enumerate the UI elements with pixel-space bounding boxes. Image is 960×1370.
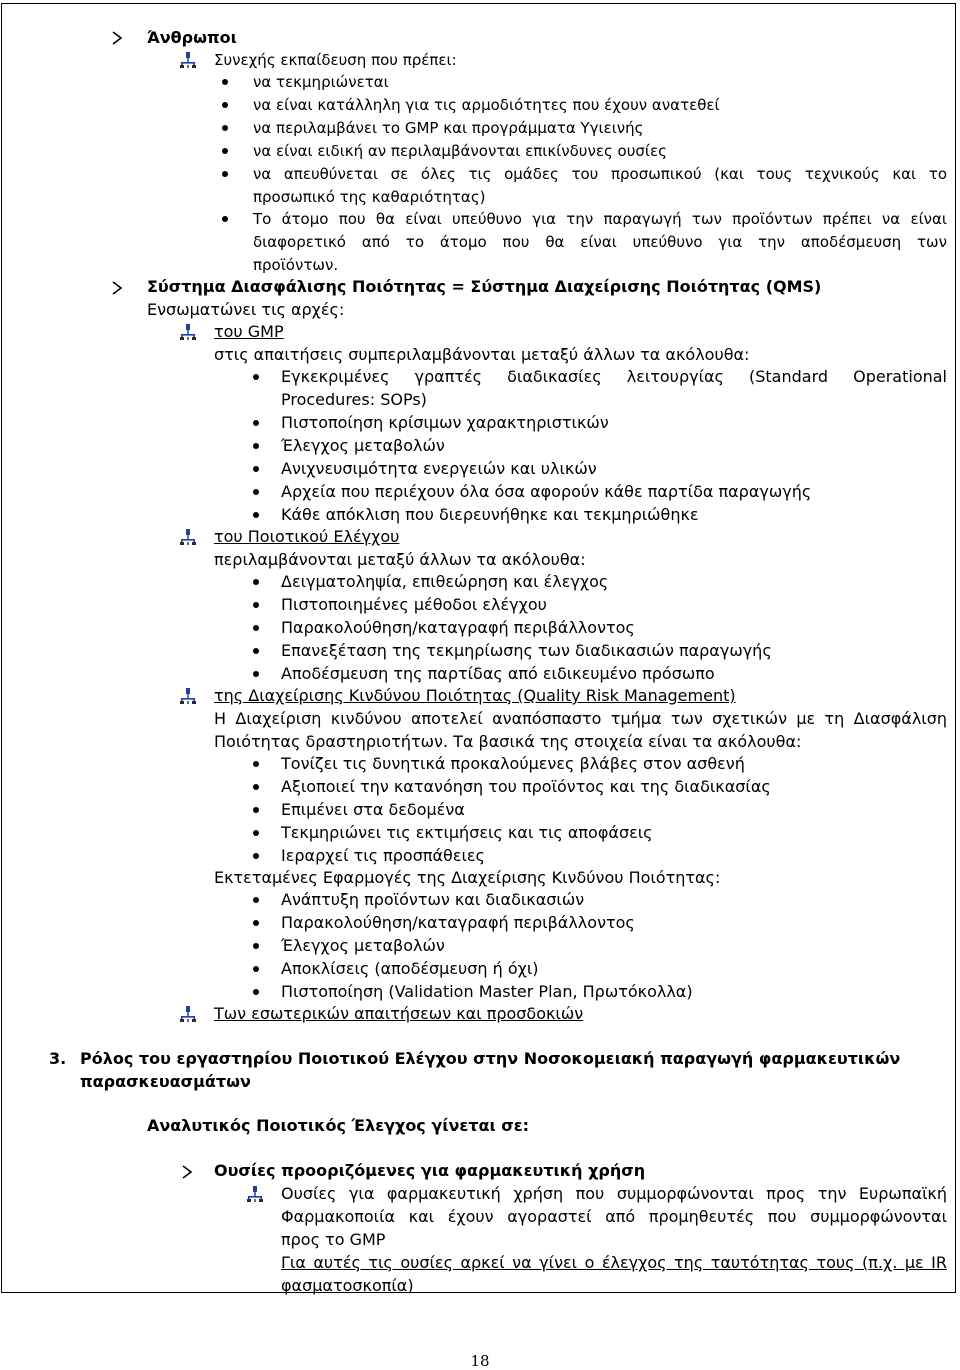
list-item: Πιστοποιημένες μέθοδοι ελέγχου bbox=[281, 595, 547, 614]
bullet-dot-icon bbox=[222, 171, 228, 177]
qrm-applications: Εκτεταμένες Εφαρμογές της Διαχείρισης Κινδύνου Ποιότητας: bbox=[214, 868, 721, 887]
qrm-label: της Διαχείρισης Κινδύνου Ποιότητας (Quality Risk Management) bbox=[214, 686, 736, 705]
list-item: Έλεγχος μεταβολών bbox=[281, 436, 445, 455]
qrm-text: Η Διαχείριση κινδύνου αποτελεί αναπόσπαστο τμήμα των σχετικών με τη Διασφάλιση bbox=[214, 709, 947, 728]
list-item-continued: προϊόντων. bbox=[253, 256, 339, 274]
arrow-bullet-icon bbox=[110, 281, 124, 295]
bullet-dot-icon bbox=[253, 989, 259, 995]
bullet-dot-icon bbox=[253, 830, 259, 836]
bullet-dot-icon bbox=[253, 943, 259, 949]
bullet-dot-icon bbox=[253, 853, 259, 859]
bullet-dot-icon bbox=[253, 897, 259, 903]
people-title: Άνθρωποι bbox=[147, 28, 237, 47]
tree-bullet-icon bbox=[180, 1006, 196, 1022]
qc-label: του Ποιοτικού Ελέγχου bbox=[214, 527, 400, 546]
list-item: Ανιχνευσιμότητα ενεργειών και υλικών bbox=[281, 459, 597, 478]
bullet-dot-icon bbox=[253, 512, 259, 518]
substances-title: Ουσίες προοριζόμενες για φαρμακευτική χρήση bbox=[214, 1161, 646, 1180]
section-number: 3. bbox=[49, 1049, 67, 1068]
substances-note: Για αυτές τις ουσίες αρκεί να γίνει ο έλεγχος της ταυτότητας τους (π.χ. με IR bbox=[281, 1253, 947, 1272]
list-item: Αξιοποιεί την κατανόηση του προϊόντος και της διαδικασίας bbox=[281, 777, 771, 796]
list-item: Παρακολούθηση/καταγραφή περιβάλλοντος bbox=[281, 913, 635, 932]
bullet-dot-icon bbox=[253, 443, 259, 449]
list-item: να απευθύνεται σε όλες τις ομάδες του προσωπικού (και τους τεχνικούς και το bbox=[253, 165, 947, 183]
bullet-dot-icon bbox=[222, 125, 228, 131]
qms-intro: Ενσωματώνει τις αρχές: bbox=[147, 300, 345, 319]
list-item: Τεκμηριώνει τις εκτιμήσεις και τις αποφάσεις bbox=[281, 823, 653, 842]
list-item: να είναι ειδική αν περιλαμβάνονται επικίνδυνες ουσίες bbox=[253, 142, 667, 160]
bullet-dot-icon bbox=[253, 648, 259, 654]
list-item: Αποδέσμευση της παρτίδας από ειδικευμένο πρόσωπο bbox=[281, 664, 715, 683]
list-item: Πιστοποίηση (Validation Master Plan, Πρωτόκολλα) bbox=[281, 982, 693, 1001]
list-item: Δειγματοληψία, επιθεώρηση και έλεγχος bbox=[281, 572, 609, 591]
list-item: Το άτομο που θα είναι υπεύθυνο για την παραγωγή των προϊόντων πρέπει να είναι bbox=[253, 210, 947, 228]
section-title-continued: παρασκευασμάτων bbox=[80, 1072, 251, 1091]
qc-intro: περιλαμβάνονται μεταξύ άλλων τα ακόλουθα: bbox=[214, 550, 586, 569]
list-item: Παρακολούθηση/καταγραφή περιβάλλοντος bbox=[281, 618, 635, 637]
substances-text-continued: Φαρμακοποιία και έχουν αγοραστεί από προμηθευτές που συμμορφώνονται bbox=[281, 1207, 947, 1226]
bullet-dot-icon bbox=[253, 420, 259, 426]
page-number: 18 bbox=[470, 1352, 490, 1370]
gmp-intro: στις απαιτήσεις συμπεριλαμβάνονται μεταξύ άλλων τα ακόλουθα: bbox=[214, 345, 750, 364]
bullet-dot-icon bbox=[253, 966, 259, 972]
bullet-dot-icon bbox=[253, 784, 259, 790]
bullet-dot-icon bbox=[253, 671, 259, 677]
list-item-continued: Procedures: SOPs) bbox=[281, 390, 427, 409]
tree-bullet-icon bbox=[247, 1186, 263, 1202]
substances-text-continued: προς το GMP bbox=[281, 1230, 386, 1249]
substances-note-continued: φασματοσκοπία) bbox=[281, 1276, 414, 1295]
list-item: Ιεραρχεί τις προσπάθειες bbox=[281, 846, 485, 865]
bullet-dot-icon bbox=[222, 148, 228, 154]
training-label: Συνεχής εκπαίδευση που πρέπει: bbox=[214, 51, 457, 69]
tree-bullet-icon bbox=[180, 688, 196, 704]
list-item: να είναι κατάλληλη για τις αρμοδιότητες που έχουν ανατεθεί bbox=[253, 96, 720, 114]
list-item: Εγκεκριμένες γραπτές διαδικασίες λειτουργίας (Standard Operational bbox=[281, 367, 947, 386]
internal-label: Των εσωτερικών απαιτήσεων και προσδοκιών bbox=[214, 1004, 584, 1023]
bullet-dot-icon bbox=[253, 625, 259, 631]
qrm-text-continued: Ποιότητας δραστηριοτήτων. Τα βασικά της στοιχεία είναι τα ακόλουθα: bbox=[214, 732, 802, 751]
list-item: Τονίζει τις δυνητικά προκαλούμενες βλάβες στον ασθενή bbox=[281, 754, 745, 773]
bullet-dot-icon bbox=[253, 374, 259, 380]
list-item: Αποκλίσεις (αποδέσμευση ή όχι) bbox=[281, 959, 539, 978]
gmp-label: του GMP bbox=[214, 322, 284, 341]
list-item: να τεκμηριώνεται bbox=[253, 73, 389, 91]
list-item-continued: διαφορετικό από το άτομο που θα είναι υπεύθυνο για την αποδέσμευση των bbox=[253, 233, 947, 251]
list-item: Αρχεία που περιέχουν όλα όσα αφορούν κάθε παρτίδα παραγωγής bbox=[281, 482, 812, 501]
list-item: Επιμένει στα δεδομένα bbox=[281, 800, 465, 819]
arrow-bullet-icon bbox=[180, 1165, 194, 1179]
bullet-dot-icon bbox=[222, 216, 228, 222]
list-item: Επανεξέταση της τεκμηρίωσης των διαδικασιών παραγωγής bbox=[281, 641, 772, 660]
list-item: Ανάπτυξη προϊόντων και διαδικασιών bbox=[281, 890, 585, 909]
bullet-dot-icon bbox=[253, 602, 259, 608]
bullet-dot-icon bbox=[222, 79, 228, 85]
bullet-dot-icon bbox=[253, 489, 259, 495]
bullet-dot-icon bbox=[253, 920, 259, 926]
list-item-continued: προσωπικό της καθαριότητας) bbox=[253, 188, 486, 206]
list-item: Έλεγχος μεταβολών bbox=[281, 936, 445, 955]
bullet-dot-icon bbox=[253, 579, 259, 585]
qms-title: Σύστημα Διασφάλισης Ποιότητας = Σύστημα Διαχείρισης Ποιότητας (QMS) bbox=[147, 277, 822, 296]
list-item: Κάθε απόκλιση που διερευνήθηκε και τεκμηριώθηκε bbox=[281, 505, 699, 524]
list-item: Πιστοποίηση κρίσιμων χαρακτηριστικών bbox=[281, 413, 609, 432]
list-item: να περιλαμβάνει το GMP και προγράμματα Υγιεινής bbox=[253, 119, 644, 137]
bullet-dot-icon bbox=[253, 761, 259, 767]
tree-bullet-icon bbox=[180, 324, 196, 340]
bullet-dot-icon bbox=[253, 807, 259, 813]
tree-bullet-icon bbox=[180, 52, 196, 68]
tree-bullet-icon bbox=[180, 529, 196, 545]
arrow-bullet-icon bbox=[110, 31, 124, 45]
section-title: Ρόλος του εργαστηρίου Ποιοτικού Ελέγχου στην Νοσοκομειακή παραγωγή φαρμακευτικών bbox=[80, 1049, 901, 1068]
substances-text: Ουσίες για φαρμακευτική χρήση που συμμορφώνονται προς την Ευρωπαϊκή bbox=[281, 1184, 947, 1203]
section-subtitle: Αναλυτικός Ποιοτικός Έλεγχος γίνεται σε: bbox=[147, 1116, 530, 1135]
bullet-dot-icon bbox=[253, 466, 259, 472]
bullet-dot-icon bbox=[222, 102, 228, 108]
